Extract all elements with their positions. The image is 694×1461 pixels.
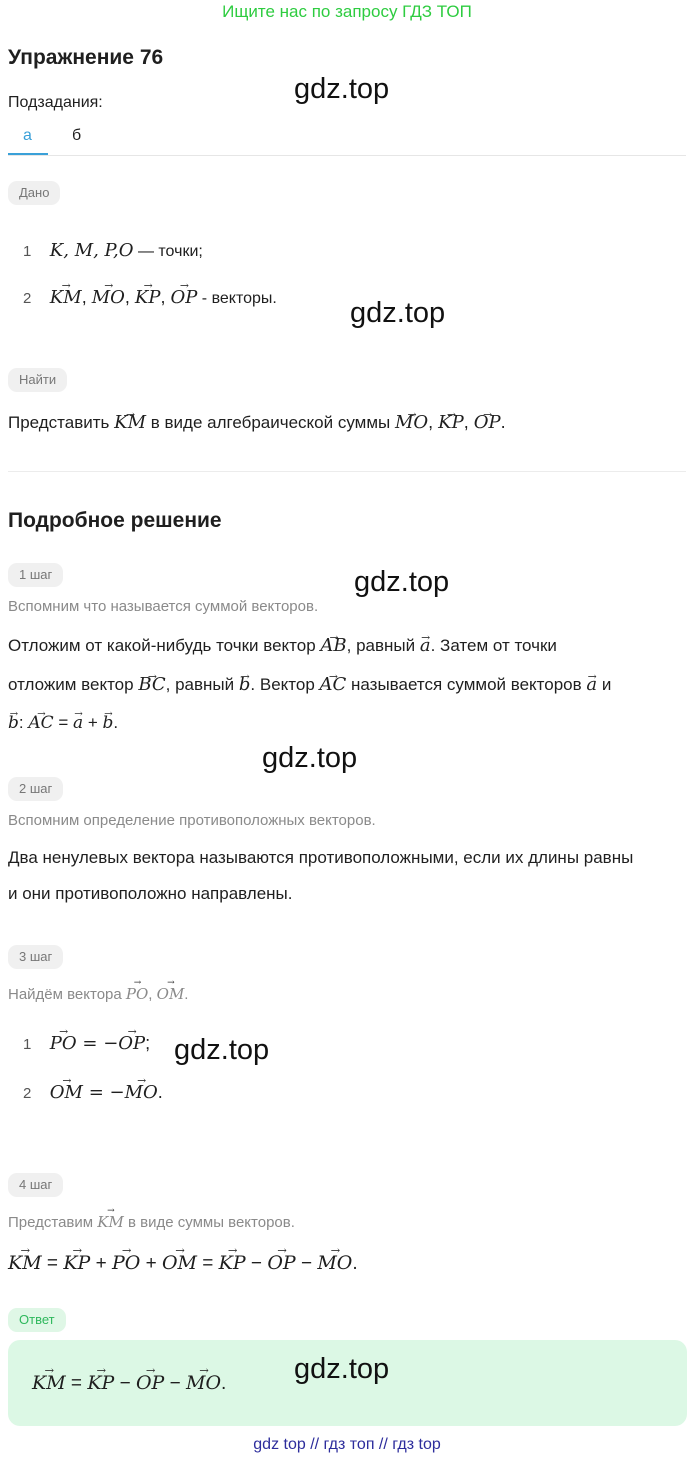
watermark: gdz.top [354,566,450,598]
step-badge: 3 шаг [8,945,63,969]
step-3 [8,945,63,969]
text-part: : [18,713,29,732]
vector-kp: → KP [135,287,161,308]
list-number: 1 [23,243,32,260]
section-divider [8,471,686,472]
operator: − [245,1253,268,1274]
answer-badge: Ответ [8,1308,66,1332]
footer-links[interactable]: gdz top // гдз топ // гдз top [253,1436,441,1453]
list-number: 2 [23,290,32,307]
text-part: и [597,675,612,694]
vector-mo: → MO [125,1082,158,1103]
page-title: Упражнение 76 [8,46,164,69]
text-part: ; [145,1033,151,1053]
text-part: + [83,713,103,732]
operator: . [352,1253,358,1274]
text-part: в виде суммы векторов. [123,1214,295,1231]
vector-a: → a [586,673,597,697]
step-1-line-1 [8,634,557,658]
step-3-item-2 [23,1082,163,1103]
find-text-part: Представить [8,413,115,432]
find-text: Представить → KM в виде алгебраической суммы → MO, → KP, → OP. [8,410,506,435]
step-2 [8,777,63,801]
vector-om: → OM [50,1082,83,1103]
watermark: gdz.top [174,1034,270,1066]
step-hint: Найдём вектора → PO, → OM. [8,985,188,1003]
vector-kp: → KP [87,1372,114,1394]
vector-km: → KM [32,1372,66,1394]
watermark: gdz.top [294,73,390,105]
step-badge: 2 шаг [8,777,63,801]
step-hint: Вспомним определение противоположных векторов. [8,812,376,829]
text-part: . Затем от точки [430,636,557,655]
find-badge: Найти [8,368,67,392]
vector-op: → OP [267,1252,295,1274]
vector-ab: → AB [320,634,346,658]
vector-po: → PO [112,1252,140,1274]
vector-b: → b [8,711,19,735]
operator: + [140,1253,162,1274]
top-banner[interactable]: Ищите нас по запросу ГДЗ ТОП [222,2,472,21]
tab-b[interactable]: б [72,127,82,144]
watermark: gdz.top [262,742,358,774]
step-3-item-1 [23,1033,150,1054]
vector-km: → KM [50,287,82,308]
text-part: Отложим от какой-нибудь точки вектор [8,636,321,655]
step-4 [8,1173,63,1197]
watermark: gdz.top [294,1353,390,1385]
list-number: 2 [23,1085,32,1102]
solution-title: Подробное решение [8,509,222,532]
vector-km: → KM [8,1252,42,1274]
text-part: отложим вектор [8,675,139,694]
text-part: называется суммой векторов [346,675,587,694]
vector-om: → OM [157,985,185,1003]
vector-mo: → MO [186,1372,221,1394]
vector-km: → KM [114,411,146,435]
given-section [8,181,60,205]
operator: = [65,1373,88,1394]
vector-mo: → MO [92,287,125,308]
given-item-2: 2 → KM, → MO, → KP, → OP - векторы. [23,287,277,308]
text-part: = − [82,1082,125,1103]
vector-op: → OP [118,1033,145,1054]
operator: − [114,1373,136,1394]
vector-op: → OP [474,411,501,435]
vector-km: → KM [97,1213,124,1231]
step-badge: 1 шаг [8,563,63,587]
find-section [8,368,67,392]
subtasks-label: Подзадания: [8,94,103,111]
vector-op: → OP [136,1372,164,1394]
vector-po: → PO [50,1033,77,1054]
step-badge: 4 шаг [8,1173,63,1197]
text-part: . Вектор [250,675,320,694]
vector-b: → b [239,673,251,697]
vector-ac: → AC [28,711,53,735]
text-part: . [157,1082,163,1102]
vector-a: → a [420,634,431,658]
points-math: K, M, P,O [49,240,134,261]
watermark: gdz.top [350,297,446,329]
vector-mo: → MO [317,1252,352,1274]
vector-op: → OP [170,287,197,308]
text-part: , равный [346,636,420,655]
vector-kp: → KP [219,1252,246,1274]
text-part: , равный [165,675,239,694]
vector-mo: → MO [395,411,428,435]
operator: . [221,1373,227,1394]
vector-po: → PO [126,985,148,1003]
step-1-line-3 [8,711,118,735]
step-1 [8,563,63,587]
operator: − [164,1373,186,1394]
step-2-line-2: и они противоположно направлены. [8,884,293,903]
vector-ac: → AC [320,673,347,697]
text-part: = [53,713,74,732]
given-item-1 [23,240,203,261]
vector-kp: → KP [63,1252,90,1274]
vector-bc: → BC [138,673,165,697]
answer-section [8,1308,66,1332]
text-part: . [113,713,119,732]
operator: = [197,1253,219,1274]
tabs-divider [8,155,686,156]
vector-kp: → KP [438,411,464,435]
step-4-equation [8,1252,358,1275]
given-item-text: - векторы. [197,290,277,307]
vector-b: → b [103,711,114,735]
given-item-text: — точки; [133,243,203,260]
step-hint [8,1213,295,1231]
step-hint: Вспомним что называется суммой векторов. [8,598,319,615]
answer-equation [32,1372,226,1395]
list-number: 1 [23,1036,32,1053]
vector-a: → a [73,711,83,735]
operator: = [41,1253,64,1274]
given-badge: Дано [8,181,60,205]
operator: + [90,1253,112,1274]
find-text-part: в виде алгебраической суммы [146,413,395,432]
tab-a[interactable]: а [23,127,32,144]
text-part: Представим [8,1214,98,1231]
text-part: Найдём вектора [8,986,126,1003]
text-part: = − [76,1033,119,1054]
step-2-line-1: Два ненулевых вектора называются противоположными, если их длины равны [8,848,634,867]
operator: − [295,1253,318,1274]
vector-om: → OM [162,1252,197,1274]
step-1-line-2 [8,673,611,697]
